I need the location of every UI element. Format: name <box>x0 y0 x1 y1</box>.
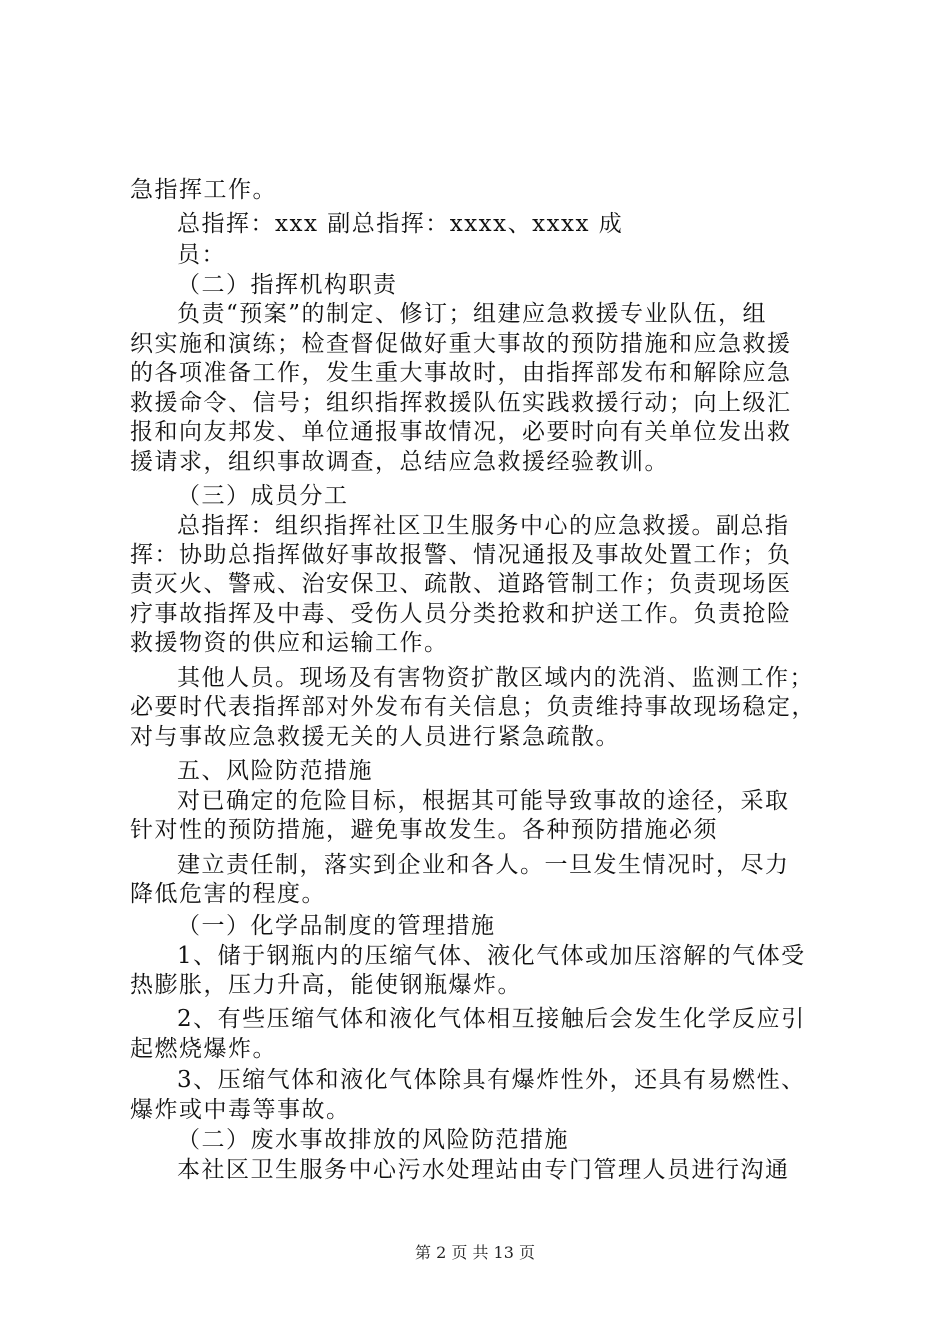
text-line: 建立责任制，落实到企业和各人。一旦发生情况时，尽力 <box>177 852 790 878</box>
text-line: 疗事故指挥及中毒、受伤人员分类抢救和护送工作。负责抢险 <box>130 601 792 627</box>
text-line: 总指挥：xxx 副总指挥：xxxx、xxxx 成 <box>177 211 624 237</box>
section-heading: （二）指挥机构职责 <box>177 272 398 298</box>
text-line: 对与事故应急救援无关的人员进行紧急疏散。 <box>130 724 620 750</box>
text-line: 负责“预案”的制定、修订；组建应急救援专业队伍，组 <box>177 301 768 327</box>
section-heading: 五、风险防范措施 <box>177 758 373 784</box>
section-heading: （三）成员分工 <box>177 483 349 509</box>
section-heading: （一）化学品制度的管理措施 <box>177 913 496 939</box>
text-line: 对已确定的危险目标，根据其可能导致事故的途径，采取 <box>177 788 790 814</box>
text-line: 责灭火、警戒、治安保卫、疏散、道路管制工作；负责现场医 <box>130 571 792 597</box>
text-line: 起燃烧爆炸。 <box>130 1036 277 1062</box>
text-line: 1、储于钢瓶内的压缩气体、液化气体或加压溶解的气体受 <box>177 943 806 969</box>
text-line: 其他人员。现场及有害物资扩散区域内的洗消、监测工作； <box>177 665 814 691</box>
section-heading: （二）废水事故排放的风险防范措施 <box>177 1127 569 1153</box>
text-line: 总指挥：组织指挥社区卫生服务中心的应急救援。副总指 <box>177 513 790 539</box>
text-line: 2、有些压缩气体和液化气体相互接触后会发生化学反应引 <box>177 1006 806 1032</box>
text-line: 热膨胀，压力升高，能使钢瓶爆炸。 <box>130 972 522 998</box>
text-line: 爆炸或中毒等事故。 <box>130 1097 351 1123</box>
text-line: 降低危害的程度。 <box>130 881 326 907</box>
text-line: 3、压缩气体和液化气体除具有爆炸性外，还具有易燃性、 <box>177 1067 806 1093</box>
text-line: 的各项准备工作，发生重大事故时，由指挥部发布和解除应急 <box>130 360 792 386</box>
text-line: 急指挥工作。 <box>130 177 277 203</box>
text-line: 救援命令、信号；组织指挥救援队伍实践救援行动；向上级汇 <box>130 390 792 416</box>
text-line: 必要时代表指挥部对外发布有关信息；负责维持事故现场稳定， <box>130 694 816 720</box>
text-line: 员： <box>177 242 226 268</box>
page-number-footer: 第 2 页 共 13 页 <box>415 1243 535 1262</box>
text-line: 针对性的预防措施，避免事故发生。各种预防措施必须 <box>130 817 718 843</box>
text-line: 本社区卫生服务中心污水处理站由专门管理人员进行沟通 <box>177 1157 790 1183</box>
text-line: 报和向友邦发、单位通报事故情况，必要时向有关单位发出救 <box>130 419 792 445</box>
text-line: 织实施和演练；检查督促做好重大事故的预防措施和应急救援 <box>130 331 792 357</box>
text-line: 挥：协助总指挥做好事故报警、情况通报及事故处置工作；负 <box>130 542 792 568</box>
text-line: 援请求，组织事故调查，总结应急救援经验教训。 <box>130 449 669 475</box>
text-line: 救援物资的供应和运输工作。 <box>130 630 449 656</box>
